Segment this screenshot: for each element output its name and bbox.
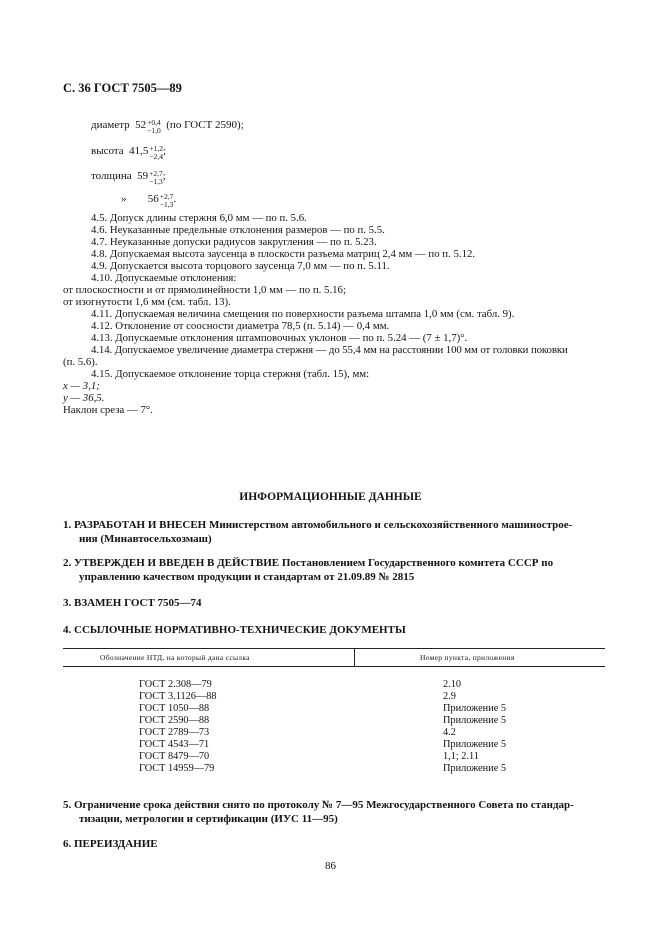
paragraph-4-6: 4.6. Неуказанные предельные отклонения размеров — по п. 5.5.: [91, 224, 385, 236]
ditto-mark: »: [121, 193, 127, 205]
upper-limit: +2,7: [159, 192, 174, 201]
table-row-clause: 2.10: [443, 679, 462, 690]
info-title: ИНФОРМАЦИОННЫЕ ДАННЫЕ: [239, 491, 422, 503]
upper-limit: +0,4: [147, 118, 161, 127]
paragraph-4-14-cont: (п. 5.6).: [63, 356, 98, 368]
table-row-clause: Приложение 5: [443, 715, 506, 726]
paragraph-4-8: 4.8. Допускаемая высота заусенца в плоскости разъема матриц 2,4 мм — по п. 5.12.: [91, 248, 476, 260]
table-row-doc: ГОСТ 4543—71: [139, 739, 210, 750]
tolerance-suffix: .: [173, 193, 177, 205]
section-number: 3.: [63, 597, 72, 609]
section-number: 1.: [63, 519, 72, 531]
table-row-clause: 4.2: [443, 727, 456, 738]
lower-limit: −1,3: [159, 200, 174, 209]
section-number: 6.: [63, 838, 72, 850]
section-developed: [63, 519, 605, 546]
paragraph-cut-angle: Наклон среза — 7°.: [63, 404, 153, 416]
tolerance-label: толщина: [91, 170, 132, 182]
tolerance-value: 56: [147, 193, 159, 205]
paragraph-4-11: 4.11. Допускаемая величина смещения по поверхности разъема штампа 1,0 мм (см. табл. 9).: [91, 308, 515, 320]
section-limitation: [63, 799, 605, 826]
lower-limit: −2,4: [149, 152, 164, 161]
tolerance-value: 59: [137, 170, 149, 182]
table-row-doc: ГОСТ 8479—70: [139, 751, 210, 762]
page-number: 86: [325, 860, 336, 872]
paragraph-4-13: 4.13. Допускаемые отклонения штамповочных уклонов — по п. 5.24 — (7 ± 1,7)°.: [91, 332, 468, 344]
section-lead: ПЕРЕИЗДАНИЕ: [74, 838, 158, 850]
table-header-clause: Номер пункта, приложения: [420, 653, 515, 662]
table-row-clause: 2.9: [443, 691, 456, 702]
paragraph-4-7: 4.7. Неуказанные допуски радиусов закругления — по п. 5.23.: [91, 236, 377, 248]
tolerance-label: высота: [91, 145, 124, 157]
table-row-clause: 1,1; 2.11: [443, 751, 479, 762]
section-text-cont: ния (Минавтосельхозмаш): [79, 532, 212, 545]
page-header: С. 36 ГОСТ 7505—89: [63, 81, 182, 95]
section-reissue: [63, 838, 605, 852]
section-number: 4.: [63, 624, 72, 636]
paragraph-4-14: 4.14. Допускаемое увеличение диаметра стержня — до 55,4 мм на расстоянии 100 мм от головки поковки: [91, 344, 568, 356]
table-row-clause: Приложение 5: [443, 703, 506, 714]
table-row-clause: Приложение 5: [443, 739, 506, 750]
section-text-cont: тизации, метрологии и сертификации (ИУС 11—95): [79, 812, 338, 825]
paragraph-4-9: 4.9. Допускается высота торцового заусенца 7,0 мм — по п. 5.11.: [91, 260, 390, 272]
section-text: Ограничение срока действия снято по протоколу № 7—95 Межгосударственного Совета по стандар-: [74, 799, 574, 811]
tolerance-limits: [149, 145, 163, 161]
paragraph-4-15: 4.15. Допускаемое отклонение торца стержня (табл. 15), мм:: [91, 368, 370, 380]
table-row-doc: ГОСТ 2.308—79: [139, 679, 212, 690]
tolerance-diameter: [91, 119, 244, 135]
tolerance-thickness: [91, 170, 166, 186]
section-text-cont: управлению качеством продукции и стандартам от 21.09.89 № 2815: [79, 570, 415, 583]
paragraph-4-15-x: x — 3,1;: [63, 380, 100, 392]
table-row-doc: ГОСТ 14959—79: [139, 763, 215, 774]
paragraph-4-10-flatness: от плоскостности и от прямолинейности 1,0 мм — по п. 5.16;: [63, 284, 346, 296]
section-references: [63, 624, 605, 638]
section-lead: ССЫЛОЧНЫЕ НОРМАТИВНО-ТЕХНИЧЕСКИЕ ДОКУМЕНТЫ: [74, 624, 406, 636]
section-approved: [63, 557, 605, 584]
paragraph-4-10: 4.10. Допускаемые отклонения:: [91, 272, 237, 284]
table-row-doc: ГОСТ 2789—73: [139, 727, 210, 738]
table-header-doc: Обозначение НТД, на который дана ссылка: [100, 653, 250, 662]
tolerance-suffix: (по ГОСТ 2590);: [166, 119, 244, 131]
lower-limit: −1,3: [149, 177, 163, 186]
table-row-clause: Приложение 5: [443, 763, 506, 774]
paragraph-4-12: 4.12. Отклонение от соосности диаметра 78,5 (п. 5.14) — 0,4 мм.: [91, 320, 390, 332]
tolerance-suffix: ;: [163, 145, 167, 157]
paragraph-4-5: 4.5. Допуск длины стержня 6,0 мм — по п. 5.6.: [91, 212, 307, 224]
table-row-doc: ГОСТ 2590—88: [139, 715, 210, 726]
tolerance-height: [91, 145, 166, 161]
tolerance-suffix: ;: [162, 170, 166, 182]
upper-limit: +1,2: [149, 144, 164, 153]
table-top-rule: [63, 648, 605, 649]
tolerance-limits: [147, 119, 161, 135]
upper-limit: +2,7: [149, 169, 163, 178]
table-row-doc: ГОСТ 3.1126—88: [139, 691, 217, 702]
tolerance-label: диаметр: [91, 119, 130, 131]
section-number: 2.: [63, 557, 72, 569]
table-row-doc: ГОСТ 1050—88: [139, 703, 210, 714]
table-column-divider: [354, 648, 355, 666]
tolerance-value: 41,5: [129, 145, 149, 157]
table-header-rule: [63, 666, 605, 667]
tolerance-limits: [149, 170, 163, 186]
section-text: Министерством автомобильного и сельскохозяйственного машинострое-: [208, 519, 573, 531]
paragraph-4-15-y: y — 36,5.: [63, 392, 105, 404]
paragraph-4-10-bending: от изогнутости 1,6 мм (см. табл. 13).: [63, 296, 231, 308]
tolerance-thickness-2: [91, 193, 176, 209]
tolerance-limits: [159, 192, 177, 209]
section-text: Постановлением Государственного комитета СССР по: [281, 557, 554, 569]
tolerance-value: 52: [135, 119, 147, 131]
section-lead: УТВЕРЖДЕН И ВВЕДЕН В ДЕЙСТВИЕ: [74, 557, 280, 569]
section-number: 5.: [63, 799, 72, 811]
section-replaces: [63, 597, 605, 611]
lower-limit: −1,0: [147, 126, 161, 135]
section-lead: РАЗРАБОТАН И ВНЕСЕН: [74, 519, 207, 531]
section-lead: ВЗАМЕН ГОСТ 7505—74: [74, 597, 202, 609]
